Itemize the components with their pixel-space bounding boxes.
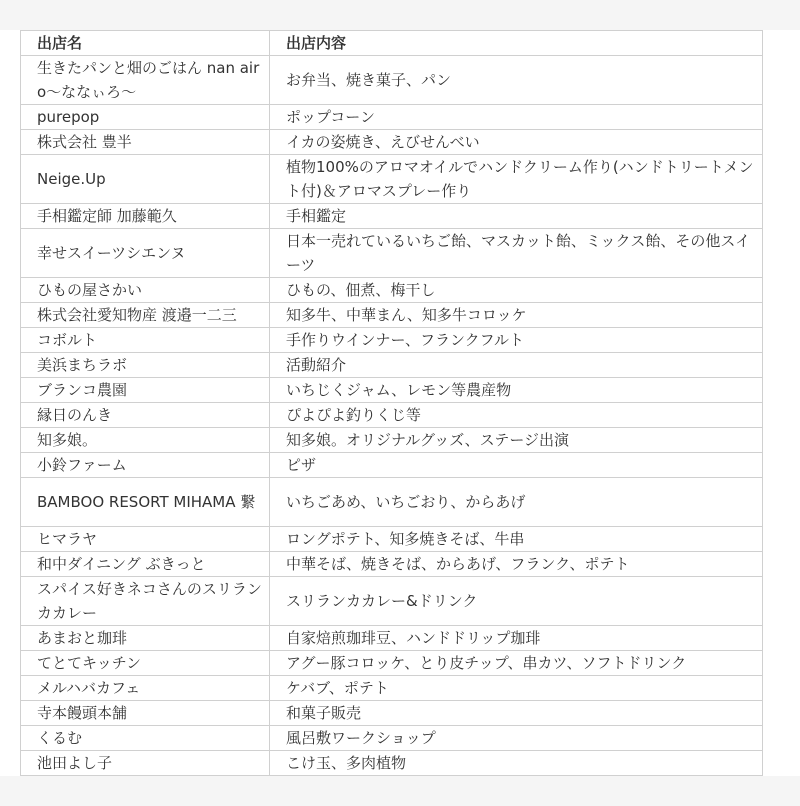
shop-name-cell: purepop: [21, 105, 270, 130]
shop-table: [20, 30, 763, 776]
shop-content-cell: いちごあめ、いちごおり、からあげ: [270, 478, 763, 527]
table-row: [21, 751, 763, 776]
table-row: [21, 328, 763, 353]
table-row: [21, 353, 763, 378]
header-shop-content: 出店内容: [270, 31, 763, 56]
shop-name-cell: 幸せスイーツシエンヌ: [21, 229, 270, 278]
table-row: [21, 278, 763, 303]
shop-name-cell: ひもの屋さかい: [21, 278, 270, 303]
shop-content-cell: ケバブ、ポテト: [270, 676, 763, 701]
shop-name-cell: 株式会社愛知物産 渡邉一二三: [21, 303, 270, 328]
table-row: [21, 303, 763, 328]
shop-content-cell: いちじくジャム、レモン等農産物: [270, 378, 763, 403]
shop-name-cell: 知多娘。: [21, 428, 270, 453]
table-row: [21, 527, 763, 552]
shop-name-cell: 和中ダイニング ぶきっと: [21, 552, 270, 577]
shop-name-cell: メルハバカフェ: [21, 676, 270, 701]
shop-name-cell: 池田よし子: [21, 751, 270, 776]
shop-content-cell: 知多娘。オリジナルグッズ、ステージ出演: [270, 428, 763, 453]
shop-content-cell: こけ玉、多肉植物: [270, 751, 763, 776]
shop-name-cell: 生きたパンと畑のごはん nan airo〜ななぃろ〜: [21, 56, 270, 105]
shop-content-cell: アグー豚コロッケ、とり皮チップ、串カツ、ソフトドリンク: [270, 651, 763, 676]
shop-content-cell: イカの姿焼き、えびせんべい: [270, 130, 763, 155]
shop-content-cell: 和菓子販売: [270, 701, 763, 726]
shop-content-cell: スリランカカレー&ドリンク: [270, 577, 763, 626]
table-row: [21, 428, 763, 453]
table-row: [21, 478, 763, 527]
shop-name-cell: 小鈴ファーム: [21, 453, 270, 478]
table-row: [21, 229, 763, 278]
shop-name-cell: 縁日のんき: [21, 403, 270, 428]
shop-name-cell: ブランコ農園: [21, 378, 270, 403]
shop-name-cell: 手相鑑定師 加藤範久: [21, 204, 270, 229]
shop-content-cell: 知多牛、中華まん、知多牛コロッケ: [270, 303, 763, 328]
shop-content-cell: 植物100%のアロマオイルでハンドクリーム作り(ハンドトリートメント付)＆アロマスプレー作り: [270, 155, 763, 204]
table-row: [21, 577, 763, 626]
table-row: [21, 155, 763, 204]
table-row: [21, 701, 763, 726]
shop-name-cell: スパイス好きネコさんのスリランカカレー: [21, 577, 270, 626]
table-row: [21, 403, 763, 428]
shop-name-cell: 株式会社 豊半: [21, 130, 270, 155]
shop-name-cell: Neige.Up: [21, 155, 270, 204]
shop-content-cell: ピザ: [270, 453, 763, 478]
table-body: [21, 56, 763, 776]
table-row: [21, 453, 763, 478]
shop-content-cell: 日本一売れているいちご飴、マスカット飴、ミックス飴、その他スイーツ: [270, 229, 763, 278]
shop-name-cell: くるむ: [21, 726, 270, 751]
table-row: [21, 726, 763, 751]
table-row: [21, 626, 763, 651]
table-header-row: [21, 31, 763, 56]
shop-content-cell: 中華そば、焼きそば、からあげ、フランク、ポテト: [270, 552, 763, 577]
page-content: [0, 30, 800, 776]
shop-content-cell: 自家焙煎珈琲豆、ハンドドリップ珈琲: [270, 626, 763, 651]
header-shop-name: 出店名: [21, 31, 270, 56]
shop-name-cell: てとてキッチン: [21, 651, 270, 676]
shop-name-cell: 美浜まちラボ: [21, 353, 270, 378]
shop-content-cell: 手作りウインナー、フランクフルト: [270, 328, 763, 353]
shop-content-cell: ひもの、佃煮、梅干し: [270, 278, 763, 303]
shop-name-cell: あまおと珈琲: [21, 626, 270, 651]
shop-name-cell: 寺本饅頭本舗: [21, 701, 270, 726]
table-row: [21, 552, 763, 577]
table-row: [21, 676, 763, 701]
table-row: [21, 105, 763, 130]
shop-name-cell: BAMBOO RESORT MIHAMA 繋: [21, 478, 270, 527]
table-row: [21, 130, 763, 155]
table-row: [21, 204, 763, 229]
shop-name-cell: コボルト: [21, 328, 270, 353]
shop-content-cell: ポップコーン: [270, 105, 763, 130]
table-row: [21, 56, 763, 105]
shop-content-cell: ロングポテト、知多焼きそば、牛串: [270, 527, 763, 552]
table-row: [21, 651, 763, 676]
shop-content-cell: ぴよぴよ釣りくじ等: [270, 403, 763, 428]
shop-name-cell: ヒマラヤ: [21, 527, 270, 552]
shop-content-cell: 風呂敷ワークショップ: [270, 726, 763, 751]
shop-content-cell: 手相鑑定: [270, 204, 763, 229]
shop-content-cell: 活動紹介: [270, 353, 763, 378]
table-row: [21, 378, 763, 403]
shop-content-cell: お弁当、焼き菓子、パン: [270, 56, 763, 105]
